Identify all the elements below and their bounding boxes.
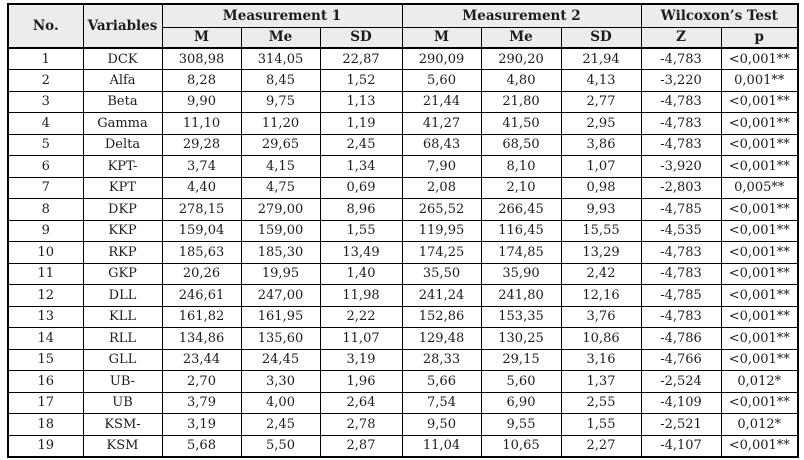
cell-m1-m: 246,61 [162,285,241,307]
cell-m2-me: 6,90 [481,392,561,414]
cell-m2-m: 5,60 [402,70,481,92]
cell-no: 15 [8,349,83,371]
cell-m2-me: 2,10 [481,177,561,199]
cell-m1-m: 3,74 [162,156,241,178]
header-no: No. [8,4,83,48]
cell-m2-m: 174,25 [402,242,481,264]
cell-m1-m: 23,44 [162,349,241,371]
cell-no: 13 [8,306,83,328]
cell-m1-sd: 1,34 [320,156,402,178]
cell-z: -3,220 [641,70,721,92]
table-row [8,328,798,350]
cell-m1-me: 161,95 [241,306,320,328]
cell-no: 17 [8,392,83,414]
cell-no: 11 [8,263,83,285]
header-measurement-2: Measurement 2 [402,4,641,27]
table-row [8,48,798,70]
cell-no: 14 [8,328,83,350]
cell-m2-m: 11,04 [402,435,481,457]
cell-m1-me: 247,00 [241,285,320,307]
cell-m1-sd: 2,64 [320,392,402,414]
cell-p: <0,001** [721,242,798,264]
cell-p: <0,001** [721,306,798,328]
table-row [8,263,798,285]
cell-m1-m: 3,19 [162,414,241,436]
cell-m1-m: 134,86 [162,328,241,350]
cell-p: 0,001** [721,70,798,92]
cell-z: -4,783 [641,134,721,156]
cell-m2-sd: 2,95 [561,113,641,135]
cell-no: 1 [8,48,83,70]
cell-m1-sd: 2,45 [320,134,402,156]
cell-variable: Alfa [83,70,162,92]
cell-m1-m: 29,28 [162,134,241,156]
cell-m2-sd: 4,13 [561,70,641,92]
cell-variable: RLL [83,328,162,350]
table-row [8,435,798,457]
cell-m2-sd: 3,86 [561,134,641,156]
cell-variable: GKP [83,263,162,285]
header-m1-median: Me [241,27,320,48]
cell-m1-me: 314,05 [241,48,320,70]
cell-m2-m: 9,50 [402,414,481,436]
cell-m1-m: 5,68 [162,435,241,457]
cell-m2-sd: 0,98 [561,177,641,199]
cell-m2-sd: 12,16 [561,285,641,307]
cell-m1-sd: 2,87 [320,435,402,457]
cell-m1-me: 11,20 [241,113,320,135]
cell-p: <0,001** [721,91,798,113]
header-z-score: Z [641,27,721,48]
statistics-table-container [7,3,799,458]
table-row [8,70,798,92]
cell-variable: RKP [83,242,162,264]
table-row [8,349,798,371]
cell-variable: UB- [83,371,162,393]
cell-m1-me: 9,75 [241,91,320,113]
cell-variable: UB [83,392,162,414]
cell-variable: Delta [83,134,162,156]
table-row [8,306,798,328]
cell-m2-sd: 2,55 [561,392,641,414]
cell-p: <0,001** [721,113,798,135]
cell-variable: Beta [83,91,162,113]
cell-m1-m: 159,04 [162,220,241,242]
header-m2-mean: M [402,27,481,48]
cell-z: -4,786 [641,328,721,350]
cell-m2-sd: 15,55 [561,220,641,242]
cell-m2-sd: 2,27 [561,435,641,457]
table-row [8,242,798,264]
cell-z: -4,783 [641,91,721,113]
cell-p: <0,001** [721,156,798,178]
cell-p: <0,001** [721,285,798,307]
cell-z: -4,766 [641,349,721,371]
cell-m1-me: 185,30 [241,242,320,264]
cell-m1-me: 159,00 [241,220,320,242]
cell-m1-m: 11,10 [162,113,241,135]
cell-m1-me: 3,30 [241,371,320,393]
cell-p: <0,001** [721,349,798,371]
cell-m2-sd: 2,42 [561,263,641,285]
table-body [8,48,798,457]
cell-m2-m: 68,43 [402,134,481,156]
cell-m2-m: 152,86 [402,306,481,328]
cell-m1-m: 308,98 [162,48,241,70]
header-m1-mean: M [162,27,241,48]
cell-no: 9 [8,220,83,242]
cell-m1-sd: 3,19 [320,349,402,371]
cell-m1-me: 8,45 [241,70,320,92]
cell-m1-me: 24,45 [241,349,320,371]
cell-z: -4,783 [641,306,721,328]
header-m1-sd: SD [320,27,402,48]
cell-m1-sd: 0,69 [320,177,402,199]
cell-m1-sd: 8,96 [320,199,402,221]
cell-m2-me: 68,50 [481,134,561,156]
table-row [8,392,798,414]
cell-m2-me: 29,15 [481,349,561,371]
table-row [8,156,798,178]
cell-m1-me: 19,95 [241,263,320,285]
cell-m2-m: 2,08 [402,177,481,199]
table-row [8,285,798,307]
cell-variable: KKP [83,220,162,242]
cell-m1-sd: 1,96 [320,371,402,393]
cell-no: 5 [8,134,83,156]
cell-z: -4,783 [641,113,721,135]
cell-m2-m: 7,54 [402,392,481,414]
cell-m1-me: 5,50 [241,435,320,457]
cell-no: 7 [8,177,83,199]
cell-m2-sd: 3,76 [561,306,641,328]
cell-p: <0,001** [721,199,798,221]
header-variables: Variables [83,4,162,48]
cell-m1-sd: 22,87 [320,48,402,70]
cell-m2-sd: 13,29 [561,242,641,264]
cell-no: 12 [8,285,83,307]
cell-no: 19 [8,435,83,457]
cell-m2-me: 4,80 [481,70,561,92]
cell-m2-m: 35,50 [402,263,481,285]
cell-m1-me: 29,65 [241,134,320,156]
cell-m1-me: 279,00 [241,199,320,221]
cell-m2-me: 174,85 [481,242,561,264]
cell-variable: KPT- [83,156,162,178]
cell-variable: KPT [83,177,162,199]
cell-m2-m: 41,27 [402,113,481,135]
cell-variable: DLL [83,285,162,307]
cell-m2-me: 116,45 [481,220,561,242]
cell-no: 6 [8,156,83,178]
table-row [8,134,798,156]
cell-p: <0,001** [721,435,798,457]
cell-m1-me: 4,75 [241,177,320,199]
cell-z: -4,783 [641,242,721,264]
cell-no: 8 [8,199,83,221]
cell-m2-m: 241,24 [402,285,481,307]
cell-m2-sd: 9,93 [561,199,641,221]
cell-no: 16 [8,371,83,393]
cell-m2-m: 7,90 [402,156,481,178]
cell-p: <0,001** [721,48,798,70]
table-row [8,414,798,436]
cell-m2-sd: 1,37 [561,371,641,393]
cell-variable: KLL [83,306,162,328]
header-m2-sd: SD [561,27,641,48]
cell-m2-sd: 10,86 [561,328,641,350]
cell-z: -3,920 [641,156,721,178]
table-row [8,371,798,393]
cell-m2-sd: 2,77 [561,91,641,113]
cell-m2-me: 8,10 [481,156,561,178]
cell-m2-me: 290,20 [481,48,561,70]
cell-m1-m: 8,28 [162,70,241,92]
header-row-groups [8,4,798,27]
cell-no: 4 [8,113,83,135]
cell-z: -4,535 [641,220,721,242]
cell-m1-sd: 11,98 [320,285,402,307]
cell-m1-me: 135,60 [241,328,320,350]
header-p-value: p [721,27,798,48]
cell-m1-sd: 1,40 [320,263,402,285]
table-row [8,113,798,135]
cell-z: -4,107 [641,435,721,457]
cell-m2-sd: 21,94 [561,48,641,70]
cell-z: -4,783 [641,263,721,285]
cell-m1-sd: 11,07 [320,328,402,350]
cell-m2-m: 129,48 [402,328,481,350]
cell-m1-sd: 1,19 [320,113,402,135]
cell-m2-m: 28,33 [402,349,481,371]
cell-p: 0,005** [721,177,798,199]
cell-m1-m: 4,40 [162,177,241,199]
cell-m1-me: 4,00 [241,392,320,414]
table-row [8,199,798,221]
cell-m1-m: 3,79 [162,392,241,414]
cell-m1-sd: 1,52 [320,70,402,92]
cell-p: <0,001** [721,328,798,350]
cell-m2-me: 10,65 [481,435,561,457]
cell-variable: GLL [83,349,162,371]
cell-m1-me: 2,45 [241,414,320,436]
cell-m1-m: 161,82 [162,306,241,328]
cell-variable: KSM- [83,414,162,436]
cell-variable: KSM [83,435,162,457]
cell-m2-me: 35,90 [481,263,561,285]
cell-m2-m: 5,66 [402,371,481,393]
cell-p: <0,001** [721,263,798,285]
cell-m2-me: 9,55 [481,414,561,436]
cell-m1-m: 185,63 [162,242,241,264]
cell-m2-m: 265,52 [402,199,481,221]
cell-p: 0,012* [721,414,798,436]
cell-m1-sd: 2,22 [320,306,402,328]
table-row [8,177,798,199]
cell-m2-me: 130,25 [481,328,561,350]
cell-m1-sd: 13,49 [320,242,402,264]
table-header [8,4,798,48]
header-wilcoxon-test: Wilcoxon’s Test [641,4,798,27]
cell-m2-sd: 1,07 [561,156,641,178]
cell-no: 3 [8,91,83,113]
cell-m1-m: 9,90 [162,91,241,113]
header-m2-median: Me [481,27,561,48]
cell-no: 2 [8,70,83,92]
cell-m1-m: 20,26 [162,263,241,285]
cell-p: 0,012* [721,371,798,393]
cell-variable: Gamma [83,113,162,135]
cell-z: -4,783 [641,48,721,70]
header-measurement-1: Measurement 1 [162,4,402,27]
cell-m2-me: 21,80 [481,91,561,113]
cell-m2-m: 290,09 [402,48,481,70]
cell-m1-sd: 1,13 [320,91,402,113]
cell-m1-sd: 2,78 [320,414,402,436]
cell-p: <0,001** [721,392,798,414]
table-row [8,220,798,242]
cell-z: -2,803 [641,177,721,199]
cell-variable: DCK [83,48,162,70]
cell-z: -4,109 [641,392,721,414]
table-row [8,91,798,113]
cell-m1-sd: 1,55 [320,220,402,242]
cell-z: -2,524 [641,371,721,393]
cell-m2-me: 241,80 [481,285,561,307]
cell-no: 18 [8,414,83,436]
cell-m1-me: 4,15 [241,156,320,178]
cell-m1-m: 2,70 [162,371,241,393]
cell-z: -2,521 [641,414,721,436]
cell-p: <0,001** [721,134,798,156]
cell-m1-m: 278,15 [162,199,241,221]
cell-m2-m: 21,44 [402,91,481,113]
cell-m2-me: 153,35 [481,306,561,328]
cell-m2-sd: 3,16 [561,349,641,371]
cell-p: <0,001** [721,220,798,242]
cell-m2-me: 266,45 [481,199,561,221]
cell-variable: DKP [83,199,162,221]
wilcoxon-statistics-table [7,3,799,458]
cell-no: 10 [8,242,83,264]
cell-z: -4,785 [641,199,721,221]
cell-z: -4,785 [641,285,721,307]
cell-m2-me: 5,60 [481,371,561,393]
cell-m2-m: 119,95 [402,220,481,242]
cell-m2-me: 41,50 [481,113,561,135]
cell-m2-sd: 1,55 [561,414,641,436]
